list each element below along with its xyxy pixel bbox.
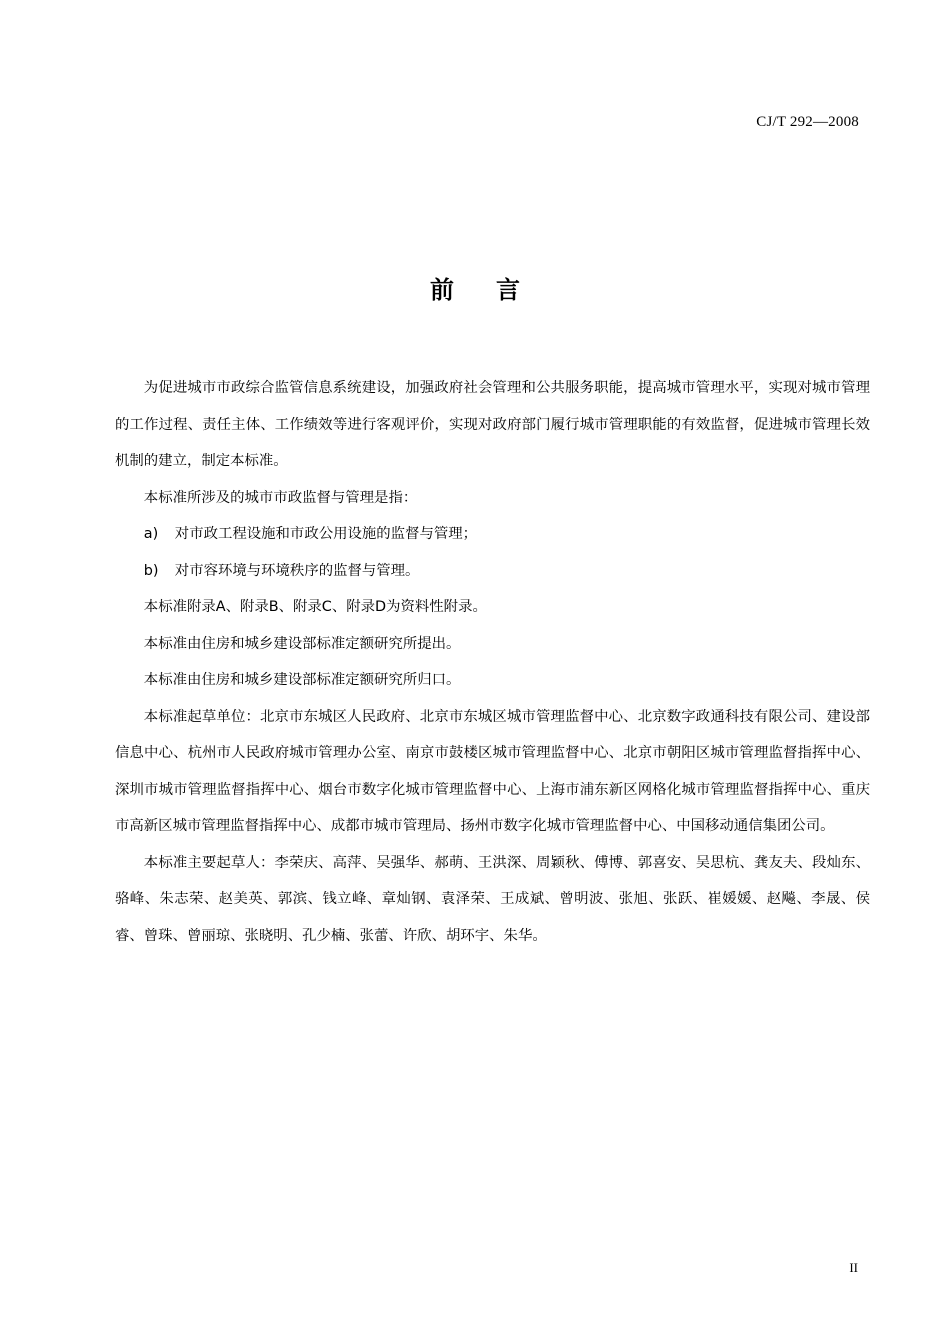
list-marker-b: b): [143, 562, 159, 579]
list-marker-a: a): [143, 526, 159, 542]
standard-code: CJ/T 292—2008: [756, 114, 859, 130]
paragraph-proposed-by: 本标准由住房和城乡建设部标准定额研究所提出。: [143, 635, 461, 652]
paragraph-purpose: 为促进城市市政综合监管信息系统建设，加强政府社会管理和公共服务职能，提高城市管理水平，实现对城市管理的工作过程、责任主体、工作绩效等进行客观评价，实现对政府部门履行城市管理职能的有效监督，促进城市管理长效机制的建立，制定本标准。: [115, 380, 870, 469]
foreword-body: [115, 370, 870, 954]
list-item-a: [115, 516, 870, 553]
paragraph-drafting-units: 本标准起草单位：北京市东城区人民政府、北京市东城区城市管理监督中心、北京数字政通科技有限公司、建设部信息中心、杭州市人民政府城市管理办公室、南京市鼓楼区城市管理监督中心、北京市朝阳区城市管理监督指挥中心、深圳市城市管理监督指挥中心、烟台市数字化城市管理监督中心、上海市浦东新区网格化城市管理监督指挥中心、重庆市高新区城市管理监督指挥中心、成都市城市管理局、扬州市数字化城市管理监督中心、中国移动通信集团公司。: [115, 708, 870, 834]
page-number: II: [849, 1260, 858, 1275]
list-item-b: [115, 553, 870, 590]
page-title: [0, 274, 950, 306]
title-char-2: 言: [496, 276, 520, 304]
paragraph-drafters: 本标准主要起草人：李荣庆、高萍、吴强华、郝萌、王洪深、周颖秋、傅博、郭喜安、吴思杭、龚友夫、段灿东、骆峰、朱志荣、赵美英、郭滨、钱立峰、章灿钢、袁泽荣、王成斌、曾明波、张旭、张跃、崔媛媛、赵飚、李晟、侯睿、曾珠、曾丽琼、张晓明、孔少楠、张蕾、许欣、胡环宇、朱华。: [115, 854, 870, 944]
paragraph-scope-intro: 本标准所涉及的城市市政监督与管理是指：: [143, 489, 418, 506]
list-text-a: 对市政工程设施和市政公用设施的监督与管理；: [174, 526, 478, 542]
paragraph-appendices: 本标准附录A、附录B、附录C、附录D为资料性附录。: [143, 599, 487, 615]
title-char-1: 前: [430, 276, 454, 304]
list-text-b: 对市容环境与环境秩序的监督与管理。: [174, 562, 420, 579]
paragraph-administered-by: 本标准由住房和城乡建设部标准定额研究所归口。: [143, 672, 461, 688]
